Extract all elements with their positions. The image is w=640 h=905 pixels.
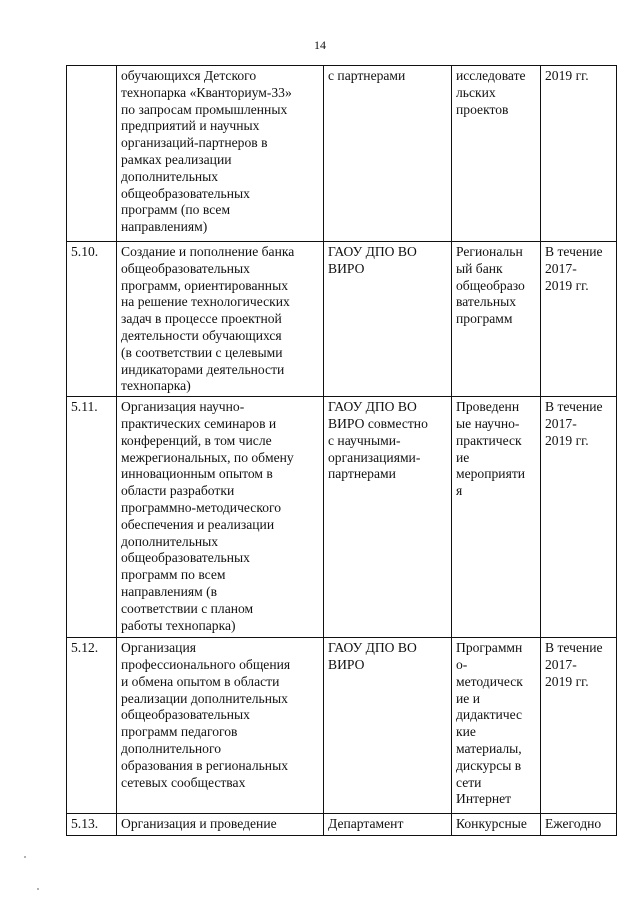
cell-text-line: Департамент: [328, 816, 404, 832]
table-row: [67, 397, 617, 638]
activity-cell: [117, 242, 324, 397]
scan-speck: [37, 888, 39, 890]
table-row: [67, 638, 617, 814]
cell-text-line: 2017-: [545, 260, 577, 276]
cell-text-line: Организация и проведение: [121, 816, 277, 832]
responsible-cell: [324, 242, 452, 397]
responsible-cell: [324, 66, 452, 242]
cell-text-line: области разработки: [121, 483, 235, 499]
date-cell: [541, 242, 617, 397]
cell-text-line: на решение технологических: [121, 294, 290, 310]
cell-text-line: рамках реализации: [121, 151, 232, 167]
cell-text-line: и обмена опытом в области: [121, 673, 280, 689]
cell-text-line: практическ: [456, 432, 522, 448]
cell-text-line: проектов: [456, 101, 509, 117]
cell-text-line: (в соответствии с целевыми: [121, 344, 283, 360]
cell-text-line: 2019 гг.: [545, 68, 589, 83]
cell-text-line: обеспечения и реализации: [121, 516, 275, 532]
cell-text-line: технопарка): [121, 378, 191, 394]
cell-text-line: профессионального общения: [121, 656, 291, 672]
cell-text-line: конференций, в том числе: [121, 432, 272, 448]
cell-text-line: 2019 гг.: [545, 432, 589, 448]
cell-text-line: Конкурсные: [456, 816, 527, 832]
cell-text-line: сетевых сообществах: [121, 774, 246, 790]
date-cell: [541, 638, 617, 814]
cell-text-line: Ежегодно: [545, 816, 602, 832]
cell-text-line: дополнительного: [121, 740, 222, 756]
cell-text-line: кие: [456, 724, 476, 740]
cell-text-line: по запросам промышленных: [121, 101, 288, 117]
responsible-cell: [324, 638, 452, 814]
result-cell: [452, 242, 541, 397]
cell-text-line: Региональн: [456, 244, 523, 259]
cell-text-line: Организация научно-: [121, 399, 245, 415]
cell-text-line: общеобразовательных: [121, 550, 250, 566]
date-cell: [541, 66, 617, 242]
table-row: [67, 814, 617, 836]
cell-text-line: программ педагогов: [121, 724, 238, 740]
responsible-cell: [324, 814, 452, 836]
cell-text-line: инновационным опытом в: [121, 466, 273, 482]
cell-text-line: дополнительных: [121, 168, 219, 184]
cell-text-line: программ: [456, 311, 513, 327]
cell-text-line: Создание и пополнение банка: [121, 244, 295, 259]
cell-text-line: льских: [456, 84, 496, 100]
cell-text-line: партнерами: [328, 466, 396, 482]
cell-text-line: соответствии с планом: [121, 600, 254, 616]
cell-text-line: деятельности обучающихся: [121, 327, 282, 343]
result-cell: [452, 66, 541, 242]
cell-text-line: организациями-: [328, 449, 421, 465]
result-cell: [452, 814, 541, 836]
cell-text-line: индикаторами деятельности: [121, 361, 285, 377]
cell-text-line: с научными-: [328, 432, 401, 448]
cell-text-line: обучающихся Детского: [121, 68, 257, 83]
cell-text-line: программ, ориентированных: [121, 277, 289, 293]
item-number-cell: [67, 66, 117, 242]
item-number-cell: 5.11.: [67, 397, 117, 638]
cell-text-line: Проведенн: [456, 399, 520, 415]
cell-text-line: 2017-: [545, 656, 577, 672]
cell-text-line: материалы,: [456, 740, 522, 756]
cell-text-line: образования в региональных: [121, 757, 289, 773]
item-number-cell: 5.13.: [67, 814, 117, 836]
cell-text-line: ГАОУ ДПО ВО: [328, 640, 417, 656]
cell-text-line: задач в процессе проектной: [121, 311, 282, 327]
date-cell: [541, 397, 617, 638]
cell-text-line: организаций-партнеров в: [121, 135, 268, 151]
cell-text-line: Организация: [121, 640, 196, 656]
cell-text-line: работы технопарка): [121, 617, 236, 633]
cell-text-line: В течение: [545, 244, 603, 259]
cell-text-line: Программн: [456, 640, 523, 656]
cell-text-line: мероприяти: [456, 466, 526, 482]
cell-text-line: направлениям (в: [121, 583, 218, 599]
activity-cell: [117, 638, 324, 814]
cell-text-line: общеобразовательных: [121, 707, 250, 723]
cell-text-line: я: [456, 483, 463, 499]
result-cell: [452, 397, 541, 638]
cell-text-line: дискурсы в: [456, 757, 522, 773]
table-body: [67, 66, 617, 836]
activity-cell: [117, 66, 324, 242]
cell-text-line: В течение: [545, 640, 603, 656]
cell-text-line: дополнительных: [121, 533, 219, 549]
cell-text-line: ГАОУ ДПО ВО: [328, 244, 417, 259]
cell-text-line: практических семинаров и: [121, 415, 277, 431]
cell-text-line: вательных: [456, 294, 517, 310]
cell-text-line: ВИРО: [328, 260, 365, 276]
responsible-cell: [324, 397, 452, 638]
cell-text-line: ГАОУ ДПО ВО: [328, 399, 417, 415]
cell-text-line: 2019 гг.: [545, 673, 589, 689]
activity-cell: [117, 397, 324, 638]
cell-text-line: программ (по всем: [121, 202, 231, 218]
cell-text-line: межрегиональных, по обмену: [121, 449, 294, 465]
date-cell: [541, 814, 617, 836]
cell-text-line: В течение: [545, 399, 603, 415]
cell-text-line: 2019 гг.: [545, 277, 589, 293]
item-number-cell: 5.10.: [67, 242, 117, 397]
cell-text-line: ВИРО: [328, 656, 365, 672]
cell-text-line: ый банк: [456, 260, 503, 276]
cell-text-line: предприятий и научных: [121, 118, 260, 134]
cell-text-line: общеобразовательных: [121, 185, 250, 201]
cell-text-line: общеобразовательных: [121, 260, 250, 276]
plan-table: [66, 65, 617, 836]
scan-speck: [24, 856, 26, 858]
cell-text-line: программно-методического: [121, 499, 282, 515]
table-row: [67, 66, 617, 242]
cell-text-line: о-: [456, 656, 468, 672]
cell-text-line: реализации дополнительных: [121, 690, 288, 706]
table-row: [67, 242, 617, 397]
result-cell: [452, 638, 541, 814]
cell-text-line: Интернет: [456, 791, 512, 807]
cell-text-line: методическ: [456, 673, 523, 689]
cell-text-line: ие: [456, 449, 470, 465]
cell-text-line: с партнерами: [328, 68, 406, 83]
cell-text-line: сети: [456, 774, 482, 790]
cell-text-line: направлениям): [121, 219, 208, 235]
cell-text-line: ые научно-: [456, 415, 520, 431]
cell-text-line: дидактичес: [456, 707, 523, 723]
cell-text-line: исследовате: [456, 68, 526, 83]
cell-text-line: общеобразо: [456, 277, 525, 293]
item-number-cell: 5.12.: [67, 638, 117, 814]
cell-text-line: 2017-: [545, 415, 577, 431]
cell-text-line: ВИРО совместно: [328, 415, 428, 431]
activity-cell: [117, 814, 324, 836]
page-number: 14: [314, 38, 326, 52]
cell-text-line: ие и: [456, 690, 480, 706]
cell-text-line: технопарка «Кванториум-33»: [121, 84, 292, 100]
cell-text-line: программ по всем: [121, 567, 226, 583]
